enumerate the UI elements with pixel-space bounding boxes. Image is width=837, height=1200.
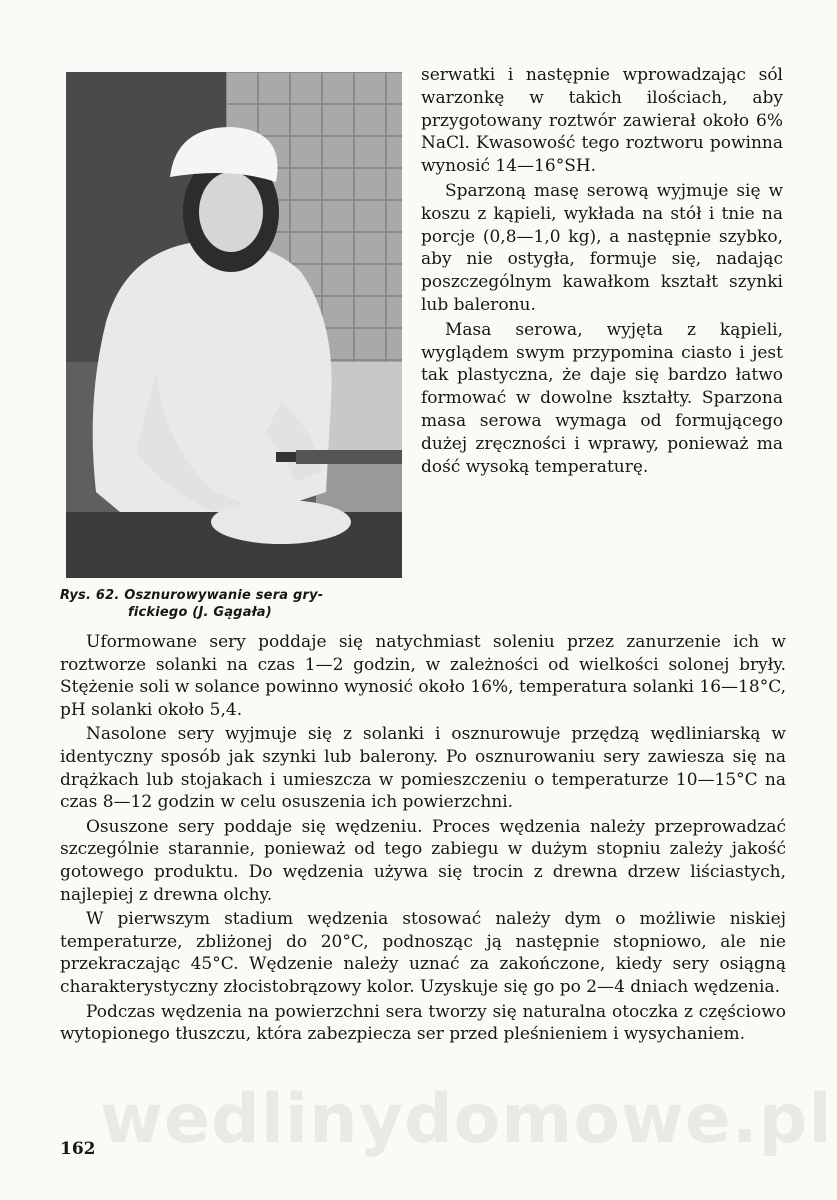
cheese-mass	[211, 500, 351, 544]
paragraph: Nasolone sery wyjmuje się z solanki i osznurowuje przędzą wędliniarską w identyczny sposób jak szynki lub balerony. Po osznurowaniu sery zawiesza się na drążkach lub stojakach i umieszcza w pomieszczeniu o temperaturze 10—15°C na czas 8—12 godzin w celu osuszenia ich powierzchni.	[60, 724, 786, 813]
paragraph: Masa serowa, wyjęta z kąpieli, wyglądem swym przypomina ciasto i jest tak plastyczna, że daje się bardzo łatwo formować w dowolne kształty. Sparzona masa serowa wymaga od formującego dużej zręczności i wprawy, ponieważ ma dość wysoką temperaturę.	[421, 319, 783, 477]
figure-caption	[60, 587, 405, 621]
caption-line-1: Rys. 62. Osznurowywanie sera gry-	[60, 588, 324, 603]
paragraph: Sparzoną masę serową wyjmuje się w koszu z kąpieli, wykłada na stół i tnie na porcje (0,8—1,0 kg), a następnie szybko, aby nie ostygła, formuje się, nadając poszczególnym kawałkom kształt szynki lub baleronu.	[421, 180, 783, 315]
figure-photo	[66, 72, 402, 578]
face	[199, 172, 263, 252]
paragraph: Podczas wędzenia na powierzchni sera tworzy się naturalna otoczka z częściowo wytopionego tłuszczu, która zabezpiecza ser przed pleśnieniem i wysychaniem.	[60, 1001, 786, 1045]
photo-illustration	[66, 72, 402, 578]
paragraph: Uformowane sery poddaje się natychmiast soleniu przez zanurzenie ich w roztworze solanki na czas 1—2 godzin, w zależności od wielkości solonej bryły. Stężenie soli w solance powinno wynosić około 16%, temperatura solanki 16—18°C, pH solanki około 5,4.	[60, 632, 786, 720]
paragraph: W pierwszym stadium wędzenia stosować należy dym o możliwie niskiej temperaturze, zbliżonej do 20°C, podnosząc ją następnie stopniowo, ale nie przekraczając 45°C. Wędzenie należy uznać za zakończone, kiedy sery osiągną charakterystyczny złocistobrązowy kolor. Uzyskuje się go po 2—4 dniach wędzenia.	[60, 909, 786, 997]
paragraph: Osuszone sery poddaje się wędzeniu. Proces wędzenia należy przeprowadzać szczególnie starannie, ponieważ od tego zabiegu w dużym stopniu zależy jakość gotowego produktu. Do wędzenia używa się trocin z drewna drzew liściastych, najlepiej z drewna olchy.	[60, 816, 786, 905]
caption-line-2: fickiego (J. Gągała)	[128, 605, 272, 620]
watermark: wedlinydomowe.pl	[100, 1080, 833, 1159]
paragraph: serwatki i następnie wprowadzając sól warzonkę w takich ilościach, aby przygotowany roztwór zawierał około 6% NaCl. Kwasowość tego roztworu powinna wynosić 14—16°SH.	[421, 65, 783, 177]
right-column-text	[421, 64, 783, 480]
page-number: 162	[60, 1139, 96, 1159]
body-text	[60, 631, 786, 1048]
